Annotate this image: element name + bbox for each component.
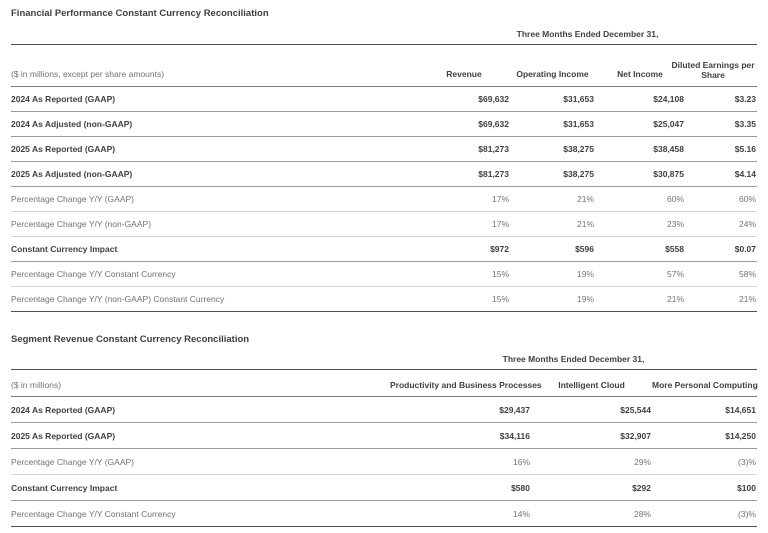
table-row [11, 261, 757, 286]
cell-value: $38,275 [510, 136, 595, 161]
cell-value: $24,108 [595, 86, 685, 111]
cell-value: 21% [510, 211, 595, 236]
cell-value: $14,651 [652, 397, 757, 423]
column-header-row [11, 44, 757, 86]
cell-value: 60% [595, 186, 685, 211]
cell-value: 17% [418, 211, 510, 236]
cell-value: $69,632 [418, 111, 510, 136]
unit-note: ($ in millions) [11, 370, 390, 397]
cell-value: 21% [595, 286, 685, 311]
row-label: 2025 As Reported (GAAP) [11, 136, 418, 161]
financial-performance-title: Financial Performance Constant Currency Reconciliation [11, 8, 269, 19]
table-row [11, 423, 757, 449]
cell-value: 28% [531, 501, 652, 527]
cell-value: $14,250 [652, 423, 757, 449]
cell-value: $292 [531, 475, 652, 501]
cell-value: 57% [595, 261, 685, 286]
financial-performance-table [11, 19, 757, 312]
cell-value: (3)% [652, 501, 757, 527]
cell-value: $972 [418, 236, 510, 261]
table-row [11, 211, 757, 236]
cell-value: 17% [418, 186, 510, 211]
table-row [11, 111, 757, 136]
row-label: Percentage Change Y/Y Constant Currency [11, 501, 390, 527]
row-label: Percentage Change Y/Y (non-GAAP) [11, 211, 418, 236]
table-row [11, 449, 757, 475]
cell-value: 23% [595, 211, 685, 236]
cell-value: $25,544 [531, 397, 652, 423]
cell-value: (3)% [652, 449, 757, 475]
cell-value: 16% [390, 449, 531, 475]
column-header-row [11, 370, 757, 397]
row-label: 2024 As Reported (GAAP) [11, 86, 418, 111]
column-header-diluted-eps: Diluted Earnings per Share [685, 44, 757, 86]
cell-value: 60% [685, 186, 757, 211]
row-label: Percentage Change Y/Y (GAAP) [11, 186, 418, 211]
cell-value: $34,116 [390, 423, 531, 449]
table-row [11, 501, 757, 527]
cell-value: $30,875 [595, 161, 685, 186]
segment-revenue-title: Segment Revenue Constant Currency Reconciliation [11, 333, 250, 345]
cell-value: 15% [418, 261, 510, 286]
cell-value: $38,275 [510, 161, 595, 186]
cell-value: $580 [390, 475, 531, 501]
unit-note: ($ in millions, except per share amounts) [11, 44, 418, 86]
row-label: 2025 As Reported (GAAP) [11, 423, 390, 449]
row-label: 2024 As Reported (GAAP) [11, 397, 390, 423]
cell-value: 21% [510, 186, 595, 211]
table-row [11, 86, 757, 111]
period-header-row [11, 19, 757, 44]
cell-value: $0.07 [685, 236, 757, 261]
cell-value: 19% [510, 286, 595, 311]
cell-value: $69,632 [418, 86, 510, 111]
cell-value: $596 [510, 236, 595, 261]
cell-value: 15% [418, 286, 510, 311]
period-spanner: Three Months Ended December 31, [418, 19, 757, 44]
column-header-more-personal-computing: More Personal Computing [652, 370, 757, 397]
table-row [11, 397, 757, 423]
cell-value: 58% [685, 261, 757, 286]
cell-value: 14% [390, 501, 531, 527]
spacer-cell [11, 19, 418, 44]
cell-value: 29% [531, 449, 652, 475]
row-label: 2025 As Adjusted (non-GAAP) [11, 161, 418, 186]
segment-revenue-table [11, 345, 757, 528]
cell-value: $31,653 [510, 86, 595, 111]
table-row [11, 161, 757, 186]
row-label: Percentage Change Y/Y (non-GAAP) Constant Currency [11, 286, 418, 311]
table-row [11, 475, 757, 501]
column-header-intelligent-cloud: Intelligent Cloud [531, 370, 652, 397]
cell-value: $100 [652, 475, 757, 501]
table-row [11, 186, 757, 211]
cell-value: 19% [510, 261, 595, 286]
cell-value: 24% [685, 211, 757, 236]
cell-value: $81,273 [418, 136, 510, 161]
column-header-revenue: Revenue [418, 44, 510, 86]
cell-value: $29,437 [390, 397, 531, 423]
row-label: Constant Currency Impact [11, 475, 390, 501]
row-label: Percentage Change Y/Y Constant Currency [11, 261, 418, 286]
row-label: 2024 As Adjusted (non-GAAP) [11, 111, 418, 136]
cell-value: $32,907 [531, 423, 652, 449]
table-row [11, 236, 757, 261]
cell-value: $3.23 [685, 86, 757, 111]
period-header-row [11, 345, 757, 370]
column-header-net-income: Net Income [595, 44, 685, 86]
column-header-productivity: Productivity and Business Processes [390, 370, 531, 397]
spacer-cell [11, 345, 390, 370]
cell-value: $5.16 [685, 136, 757, 161]
row-label: Constant Currency Impact [11, 236, 418, 261]
cell-value: $81,273 [418, 161, 510, 186]
table-row [11, 136, 757, 161]
cell-value: $3.35 [685, 111, 757, 136]
period-spanner: Three Months Ended December 31, [390, 345, 757, 370]
cell-value: $4.14 [685, 161, 757, 186]
column-header-operating-income: Operating Income [510, 44, 595, 86]
cell-value: 21% [685, 286, 757, 311]
cell-value: $31,653 [510, 111, 595, 136]
cell-value: $558 [595, 236, 685, 261]
row-label: Percentage Change Y/Y (GAAP) [11, 449, 390, 475]
cell-value: $25,047 [595, 111, 685, 136]
table-row [11, 286, 757, 311]
cell-value: $38,458 [595, 136, 685, 161]
